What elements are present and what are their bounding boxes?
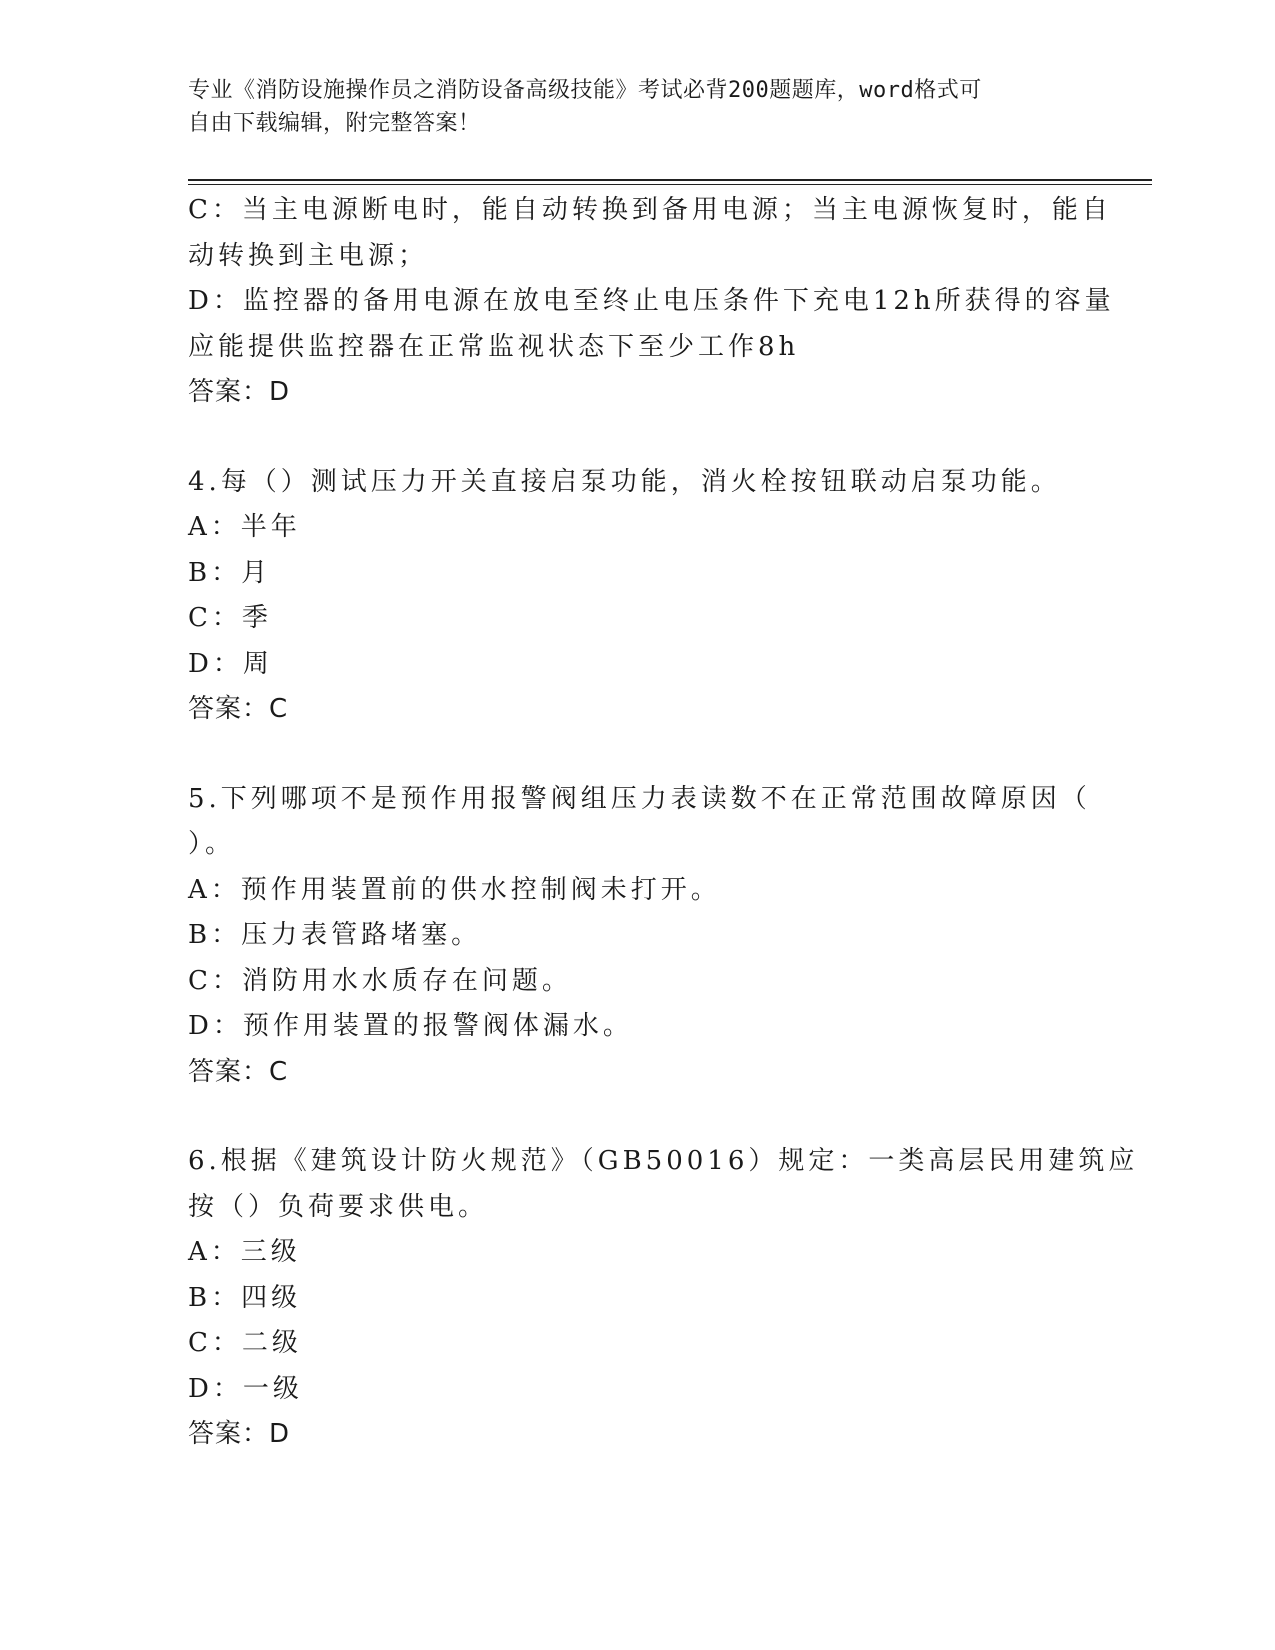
question-stem-line-2: ）。 bbox=[188, 829, 236, 859]
option-b: B：四级 bbox=[188, 1282, 302, 1313]
header-rule-thin bbox=[188, 184, 1152, 185]
option-a: A：预作用装置前的供水控制阀未打开。 bbox=[188, 874, 721, 905]
option-d-line-2: 应能提供监控器在正常监视状态下至少工作8h bbox=[188, 331, 800, 362]
question-stem-line-1: 6.根据《建筑设计防火规范》（GB50016）规定：一类高层民用建筑应 bbox=[188, 1146, 1139, 1176]
question-4 bbox=[188, 460, 1088, 733]
option-c-line-2: 动转换到主电源； bbox=[188, 240, 429, 271]
document-header bbox=[188, 74, 1068, 140]
header-line-1: 专业《消防设施操作员之消防设备高级技能》考试必背200题题库，word格式可 bbox=[188, 78, 982, 103]
option-d: D：预作用装置的报警阀体漏水。 bbox=[188, 1011, 633, 1041]
question-stem-line-1: 5.下列哪项不是预作用报警阀组压力表读数不在正常范围故障原因（ bbox=[188, 783, 1091, 814]
header-rule-thick bbox=[188, 179, 1152, 181]
question-3-tail bbox=[188, 188, 1115, 416]
question-5 bbox=[188, 777, 1091, 1096]
option-d: D：周 bbox=[188, 648, 273, 679]
option-c: C：消防用水水质存在问题。 bbox=[188, 965, 572, 996]
question-list bbox=[188, 188, 1139, 1458]
option-d-line-1: D：监控器的备用电源在放电至终止电压条件下充电12h所获得的容量 bbox=[188, 286, 1115, 316]
option-c: C：季 bbox=[188, 603, 272, 633]
answer: 答案：D bbox=[188, 377, 291, 407]
option-c: C：二级 bbox=[188, 1328, 302, 1358]
option-a: A：半年 bbox=[188, 512, 301, 542]
question-stem-line-2: 按（）负荷要求供电。 bbox=[188, 1191, 489, 1222]
option-d: D：一级 bbox=[188, 1373, 303, 1404]
option-a: A：三级 bbox=[188, 1237, 301, 1267]
header-line-2: 自由下载编辑，附完整答案！ bbox=[188, 111, 481, 136]
option-b: B：月 bbox=[188, 557, 272, 588]
answer: 答案：C bbox=[188, 1056, 289, 1087]
answer: 答案：C bbox=[188, 694, 289, 724]
answer: 答案：D bbox=[188, 1419, 291, 1449]
question-stem: 4.每（）测试压力开关直接启泵功能，消火栓按钮联动启泵功能。 bbox=[188, 466, 1061, 497]
option-c-line-1: C：当主电源断电时，能自动转换到备用电源；当主电源恢复时，能自 bbox=[188, 195, 1112, 225]
question-6 bbox=[188, 1139, 1139, 1458]
option-b: B：压力表管路堵塞。 bbox=[188, 920, 482, 950]
